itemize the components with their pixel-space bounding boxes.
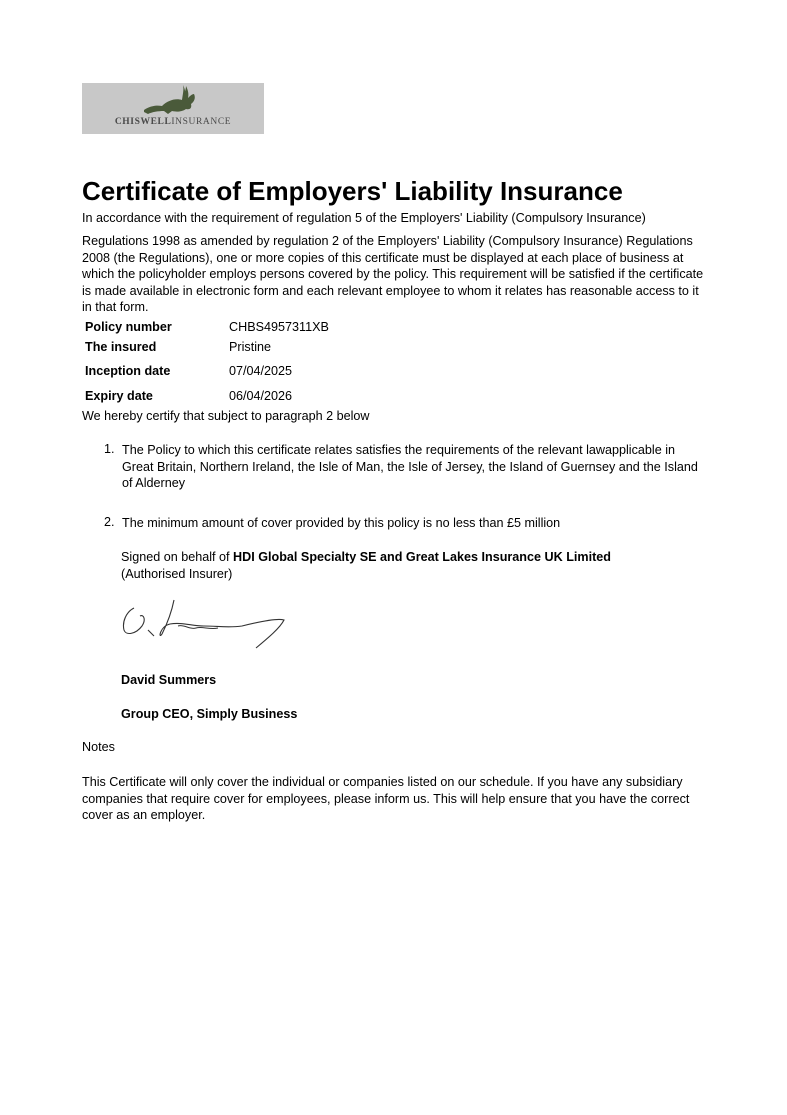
inception-date-value: 07/04/2025 <box>229 364 293 378</box>
insured-label: The insured <box>85 340 157 354</box>
policy-number-label: Policy number <box>85 320 172 334</box>
notes-heading: Notes <box>82 740 115 754</box>
insurer-name: HDI Global Specialty SE and Great Lakes Insurance UK Limited <box>233 550 611 564</box>
list-item-text: The minimum amount of cover provided by this policy is no less than £5 million <box>122 516 561 530</box>
list-number: 1. <box>104 442 115 456</box>
certify-statement: We hereby certify that subject to paragraph 2 below <box>82 409 370 423</box>
insured-value: Pristine <box>229 340 271 354</box>
logo-wordmark: CHISWELLINSURANCE <box>114 117 232 127</box>
intro-paragraph: Regulations 1998 as amended by regulation 2 of the Employers' Liability (Compulsory Insurance) Regulations 2008 (the Regulations), one or more copies of this certificate must be displayed at each place of business at which the policyholder employs persons covered by the policy. This requirement will be satisfied if the certificate is made available in electronic form and each relevant employee to whom it relates has reasonable access to it in that form. <box>82 234 704 315</box>
hare-icon <box>142 84 202 116</box>
signed-on-behalf: Signed on behalf of HDI Global Specialty SE and Great Lakes Insurance UK Limited (Authorised Insurer) <box>121 550 611 581</box>
handwritten-signature <box>118 596 290 654</box>
list-number: 2. <box>104 515 115 529</box>
list-item-text: The Policy to which this certificate relates satisfies the requirements of the relevant lawapplicable in Great Britain, Northern Ireland, the Isle of Man, the Isle of Jersey, the Island of Guernsey and the Island of Alderney <box>122 443 698 491</box>
intro-first-line: In accordance with the requirement of regulation 5 of the Employers' Liability (Compulsory Insurance) <box>82 211 646 225</box>
expiry-date-value: 06/04/2026 <box>229 389 293 403</box>
insurer-role: (Authorised Insurer) <box>121 566 233 581</box>
expiry-date-label: Expiry date <box>85 389 153 403</box>
signatory-title: Group CEO, Simply Business <box>121 707 298 721</box>
signatory-name: David Summers <box>121 673 217 687</box>
inception-date-label: Inception date <box>85 364 171 378</box>
policy-number-value: CHBS4957311XB <box>229 320 329 334</box>
notes-text: This Certificate will only cover the individual or companies listed on our schedule. If you have any subsidiary companies that require cover for employees, please inform us. This will help ensure that you have the correct cover as an employer. <box>82 775 690 823</box>
company-logo <box>82 83 264 134</box>
page-title: Certificate of Employers' Liability Insurance <box>82 176 623 206</box>
